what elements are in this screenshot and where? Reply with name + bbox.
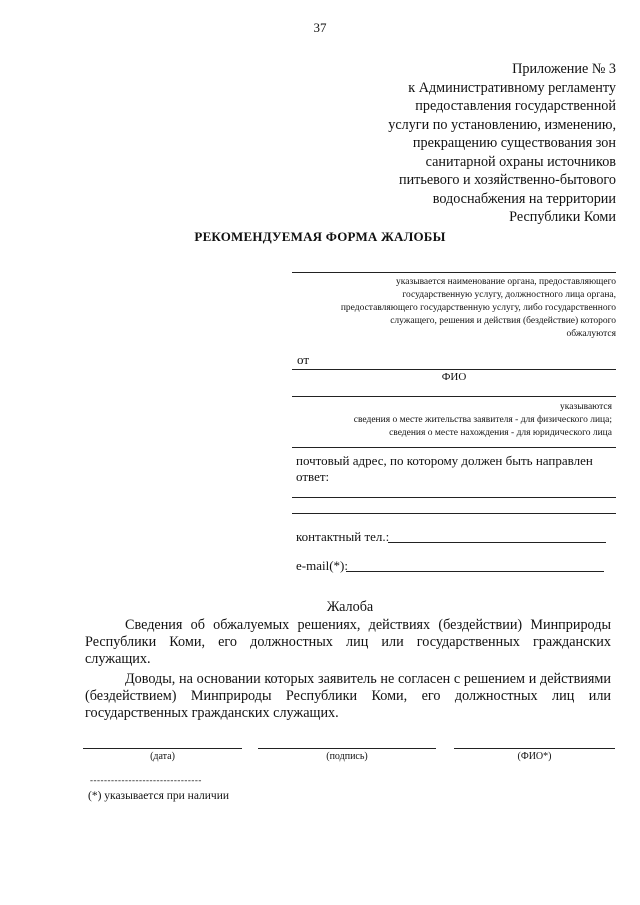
- appendix-line: предоставления государственной: [415, 98, 616, 114]
- appendix-block: [296, 60, 616, 227]
- residence-field[interactable]: [292, 396, 616, 397]
- date-label: (дата): [150, 751, 175, 762]
- fio-signature-label: (ФИО*): [517, 751, 552, 762]
- postal-label-line: почтовый адрес, по которому должен быть направлен: [296, 453, 593, 468]
- addressee-hint-line: обжалуются: [566, 329, 616, 339]
- fio-signature-field[interactable]: [454, 748, 615, 749]
- appendix-line: прекращению существования зон: [412, 135, 616, 151]
- page-number: 37: [313, 20, 327, 35]
- addressee-hint-line: указывается наименование органа, предоставляющего: [396, 277, 616, 287]
- from-field[interactable]: [292, 369, 616, 370]
- appendix-line: питьевого и хозяйственно-бытового: [399, 172, 616, 188]
- postal-field-1[interactable]: [292, 497, 616, 498]
- complaint-paragraph-2: Доводы, на основании которых заявитель не согласен с решением и действиями (бездействием) Минприроды Республики Коми, его должностных лиц или государственных гражданских служащих.: [85, 671, 611, 721]
- complaint-paragraph-1: Сведения об обжалуемых решениях, действиях (бездействии) Минприроды Республики Коми, его должностных лиц или государственных гражданских служащих.: [85, 617, 611, 667]
- addressee-hint-line: предоставляющего государственную услугу, либо государственного: [340, 303, 616, 313]
- addressee-hint-line: служащего, решения и действия (бездействие) которого: [390, 316, 616, 326]
- residence-hint-line: указываются: [560, 402, 612, 412]
- addressee-field[interactable]: [292, 272, 616, 273]
- date-field[interactable]: [83, 748, 242, 749]
- addressee-hint-line: государственную услугу, должностного лица органа,: [402, 290, 616, 300]
- residence-field-2[interactable]: [292, 447, 616, 448]
- phone-field[interactable]: [388, 542, 606, 543]
- appendix-line: Приложение № 3: [512, 61, 616, 77]
- addressee-hint: [292, 276, 616, 341]
- fio-label: ФИО: [441, 371, 467, 383]
- footnote-text: (*) указывается при наличии: [88, 790, 230, 802]
- email-label: e-mail(*):: [296, 558, 348, 573]
- signature-field[interactable]: [258, 748, 436, 749]
- signature-label: (подпись): [326, 751, 368, 762]
- appendix-line: санитарной охраны источников: [425, 153, 616, 170]
- appendix-line: услуги по установлению, изменению,: [388, 116, 616, 133]
- postal-label: [296, 453, 593, 485]
- postal-field-2[interactable]: [292, 513, 616, 514]
- footnote-separator: --------------------------------: [90, 775, 202, 785]
- email-field[interactable]: [346, 571, 604, 572]
- postal-label-line: ответ:: [296, 469, 330, 484]
- residence-hint-line: сведения о месте жительства заявителя - для физического лица;: [353, 415, 612, 425]
- residence-hint: [292, 401, 612, 440]
- residence-hint-line: сведения о месте нахождения - для юридического лица: [389, 428, 612, 438]
- from-label: от: [297, 352, 310, 367]
- appendix-line: к Административному регламенту: [408, 79, 616, 96]
- appendix-line: Республики Коми: [509, 209, 616, 225]
- appendix-line: водоснабжения на территории: [432, 190, 616, 207]
- form-title: РЕКОМЕНДУЕМАЯ ФОРМА ЖАЛОБЫ: [194, 229, 446, 244]
- complaint-heading: Жалоба: [326, 599, 374, 615]
- phone-label: контактный тел.:: [296, 529, 390, 544]
